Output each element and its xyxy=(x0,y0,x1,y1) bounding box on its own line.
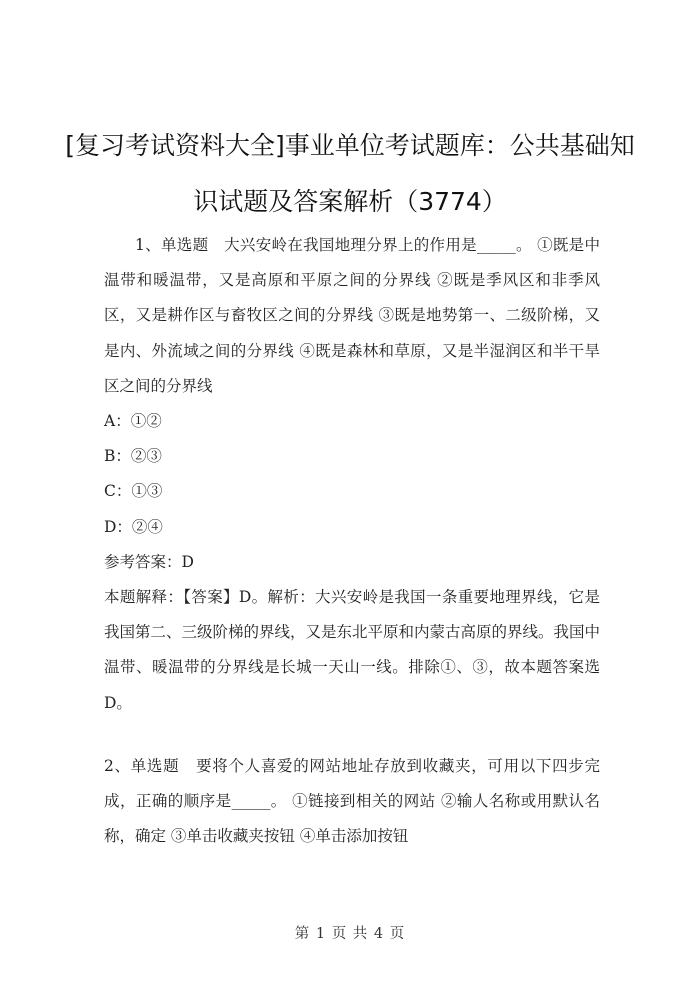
question-1-stem: 大兴安岭在我国地理分界上的作用是_____。 ①既是中温带和暖温带，又是高原和平原之间的分界线 ②既是季风区和非季风区，又是耕作区与畜牧区之间的分界线 ③既是地势第一、二级阶梯，又是内、外流域之间的分界线 ④既是森林和草原，又是半湿润区和半干旱区之间的分界线 xyxy=(104,236,600,395)
document-title: [复习考试资料大全]事业单位考试题库：公共基础知识试题及答案解析（3774） xyxy=(65,131,635,216)
document-body xyxy=(104,228,600,854)
question-1-option-a: A：①② xyxy=(104,412,162,431)
question-1-option-d: D：②④ xyxy=(104,517,163,536)
question-1-number: 1、单选题 xyxy=(135,236,209,254)
question-1-answer: 参考答案：D xyxy=(104,552,194,571)
question-1-option-b: B：②③ xyxy=(104,447,162,466)
question-1-explanation: 本题解释：【答案】D。解析：大兴安岭是我国一条重要地理界线，它是我国第二、三级阶梯的界线，又是东北平原和内蒙古高原的界线。我国中温带、暖温带的分界线是长城一天山一线。排除①、③，故本题答案选D。 xyxy=(104,588,601,712)
question-1 xyxy=(104,228,600,404)
question-2-number: 2、单选题 xyxy=(104,756,180,775)
page-indicator: 第 1 页 共 4 页 xyxy=(294,926,406,942)
question-2 xyxy=(104,749,600,855)
question-2-stem: 要将个人喜爱的网站地址存放到收藏夹，可用以下四步完成，正确的顺序是_____。 ①链接到相关的网站 ②输人名称或用默认名称，确定 ③单击收藏夹按钮 ④单击添加按钮 xyxy=(104,756,600,846)
question-1-option-c: C：①③ xyxy=(104,482,163,501)
question-spacer xyxy=(104,721,600,749)
